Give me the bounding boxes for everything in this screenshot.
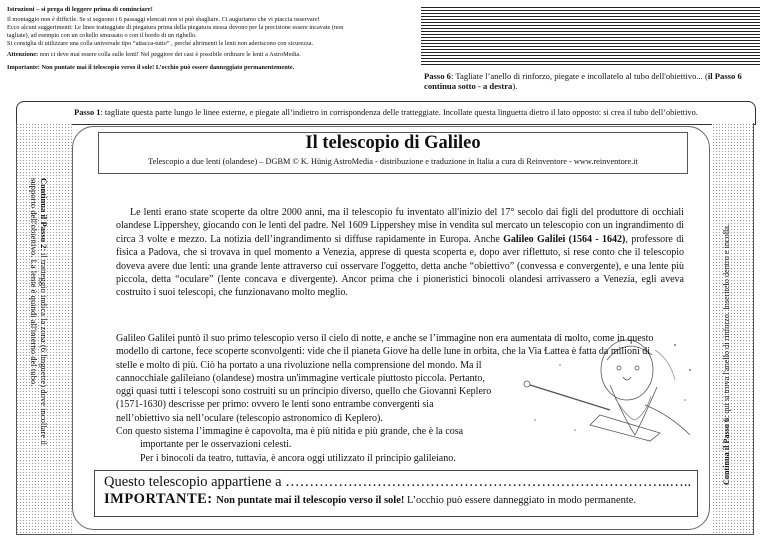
page-title: Il telescopio di Galileo [305,133,481,153]
instructions-line: Ecco alcuni suggerimenti: Le linee tratteggiate di piegatura prima della piegatura stessa devono per la precisione essere incavate (non [7,24,344,32]
bottom-warning-rest: L’occhio può essere danneggiato in modo permanente. [404,495,637,506]
instructions-title: Istruzioni – si prega di leggere prima di cominciare! [7,6,153,13]
para2-line: stelle e molto di più. Ciò ha portato a una rivoluzione nella comprensione del mondo. Ma il [116,359,482,371]
right-vert-text: : qui si trova l'anello di rinforzo. Inseritelo dentro e incolla. [722,224,731,418]
bottom-warning [104,491,636,508]
left-vert-label: Continua il Passo 2 [39,178,49,249]
history-paragraph [116,206,684,300]
attenzione-label: Attenzione: [7,51,39,59]
passo6-instruction [424,71,756,91]
tab-label: Passo 1 [74,108,101,117]
importante-label: Importante [7,63,38,71]
para2-line: nell’obiettivo sia nell’oculare (telescopio astronomico di Keplero). [116,412,383,424]
para2-line: Galileo Galilei puntò il suo primo telescopio verso il cielo di notte, e anche se l’immagine non era aumentata di molto, come in questo [116,333,654,344]
tab-text: : tagliate questa parte lungo le linee esterne, e piegate all’indietro in corrispondenza delle tratteggiate. Incollate questa linguetta dietro il lato opposto: si crea il tubo dell’obiettivo. [100,108,698,117]
para2-line: oggi quasi tutti i telescopi sono costruiti su un principio diverso, quello che Giovanni Keplero [116,386,492,398]
right-vertical-note [722,224,731,485]
striped-reinforcement-ring [421,7,760,67]
para2-line: Con questo sistema l’immagine è capovolta, ma è più nitida e più grande, che è la cosa [116,426,464,438]
right-vert-label: Continua il Passo 6 [722,417,731,485]
bottom-importante-label: IMPORTANTE: [104,491,213,507]
owner-line: Questo telescopio appartiene a ……………………………………………………………………..….. [104,474,692,490]
left-vertical-note [29,178,49,478]
galileo-paragraph [116,332,684,465]
passo6-text: : Tagliate l’anello di rinforzo, piegate e incollatelo al tubo dell'obiettivo... ( [450,71,708,81]
para1-before: Le lenti erano state scoperte da oltre 2000 anni, ma il telescopio fu inventato all'inizio del 17° secolo dai figli del produttore di occhiali olandese Lippershey, giocando con le lenti del padre. Nel 1609 Lippershey mise in vendita sul mercato un telescopio con un ingrandimento di circa 3 volte e mezzo. La notizia dell’ingrandimento si diffuse rapidamente in Europa. Anche [116,207,684,245]
left-vert-text: : il tratteggio indica la zona (6 linguette) dove incollare il [39,248,49,446]
para1-bold: Galileo Galilei (1564 - 1642) [503,233,626,245]
para2-line: (1571-1630) descrisse per primo: ovvero le lenti sono entrambe convergenti sia [116,399,434,411]
para2-line: cannocchiale galileiano (olandese) mostra un'immagine verticale piuttosto piccola. Pertanto, [116,372,485,384]
glue-tab [16,101,756,125]
importante-text: : Non puntate mai il telescopio verso il sole! L’occhio può essere danneggiato permanentemente. [37,63,295,71]
para2-line: importante per le osservazioni celesti. [140,439,292,451]
page-subtitle: Telescopio a due lenti (olandese) – DGBM © K. Hünig AstroMedia - distribuzione e traduzione in Italia a cura di Reinventore - www.reinventore.it [148,157,638,166]
attenzione-text: non ci deve mai essere colla sulle lenti! Nel peggiore dei casi è possibile ordinare le lenti a AstroMedia. [39,51,301,59]
instructions-block [7,6,425,72]
passo6-end: ). [512,81,518,91]
instructions-line: tagliate), ad esempio con un coltello smussato o con il bordo di un righello. [7,32,197,40]
para1-after: , professore di fisica a Padova, che si trovava in quel momento a Venezia, apprese di questa scoperta e, dopo aver riflettuto, si rese conto che il telescopio doveva avere due lenti: una grande lente attraverso cui osservare l'oggetto, detta anche “obiettivo” (convessa e convergente), e una lente più piccola, detta “oculare” (lente concava e divergente). Ancor prima che i pioneristici binocoli olandesi arrivassero a Venezia, egli aveva costruito i suoi telescopi, che funzionavano molto meglio. [116,233,684,299]
para2-line: Per i binocoli da teatro, tuttavia, è ancora oggi utilizzato il principio galileiano. [140,452,456,464]
passo6-label: Passo 6 [424,71,451,81]
left-vert-line2: supporto dell'obiettivo. La lente è quindi all'interno del tubo. [29,178,39,387]
para2-line: modello di cartone, fece scoperte sconvolgenti: vide che il pianeta Giove ha delle lune in orbita, che la Via Lattea è fatta da milioni di [116,346,651,358]
instructions-line: Si consiglia di utilizzare una colla universale tipo “attacca-tutto” , perché altrimenti le lenti non aderiscono con sicurezza. [7,40,314,48]
bottom-warning-bold: Non puntate mai il telescopio verso il sole! [216,495,405,506]
instructions-line: Il montaggio non è difficile. Se si seguono i 6 passaggi elencati non si può sbagliare. Ci auguriamo che vi piaccia osservare! [7,16,320,24]
passo6-bold: il Passo 6 continua sotto - a destra [424,71,742,91]
